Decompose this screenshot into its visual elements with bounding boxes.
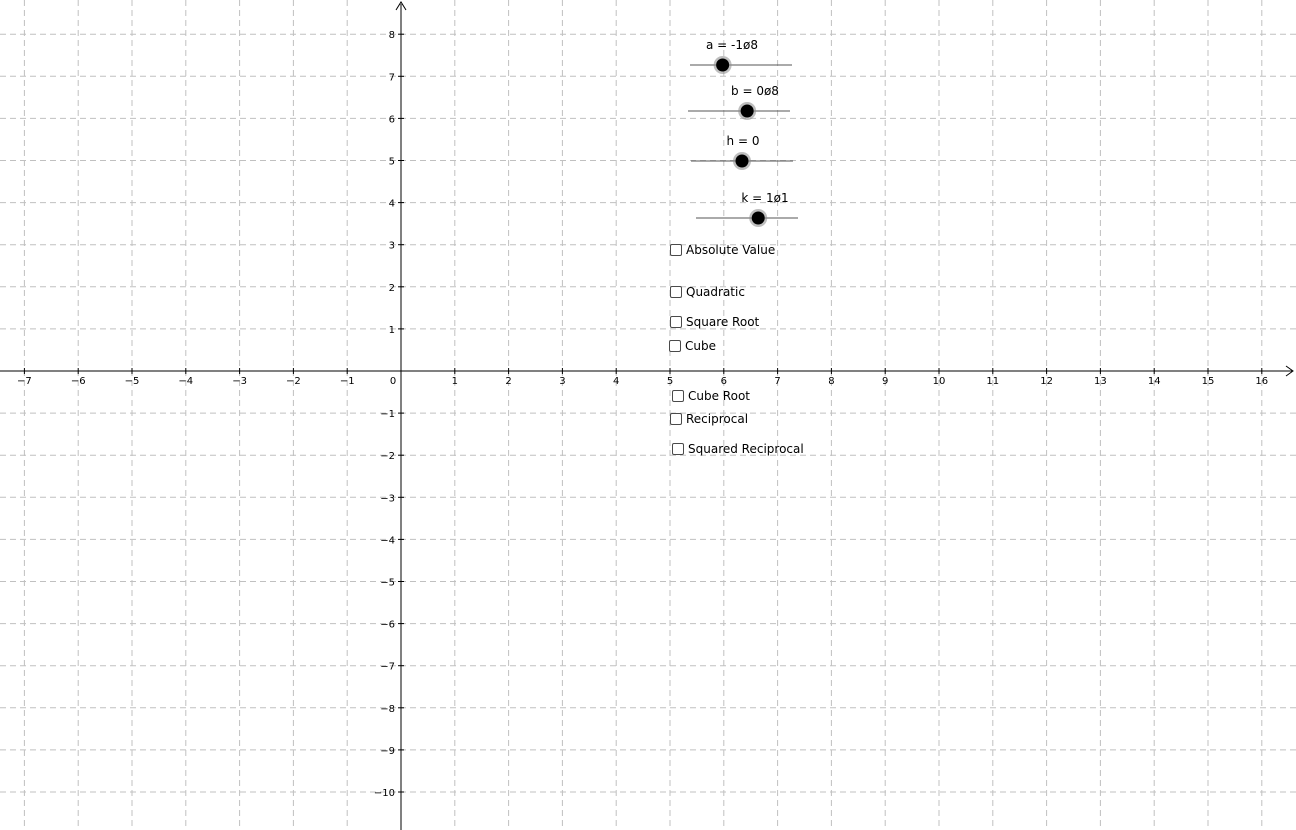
- slider-label: h = 0: [726, 134, 760, 148]
- y-tick-label: −2: [380, 451, 395, 463]
- x-tick-label: 2: [505, 376, 512, 387]
- x-tick-label: 13: [1094, 376, 1107, 387]
- y-tick-label: 4: [388, 198, 395, 210]
- slider-knob[interactable]: [752, 212, 765, 225]
- checkbox-label: Reciprocal: [686, 412, 749, 426]
- x-tick-label: 15: [1201, 376, 1215, 387]
- checkbox-icon[interactable]: [672, 390, 684, 402]
- axes: [0, 2, 1293, 830]
- y-tick-label: 6: [388, 114, 395, 126]
- x-tick-label: 6: [720, 376, 727, 387]
- checkbox-icon[interactable]: [670, 316, 682, 328]
- x-tick-label: −3: [232, 376, 247, 387]
- y-tick-label: −10: [373, 788, 395, 799]
- y-tick-label: 3: [388, 240, 395, 252]
- slider-knob[interactable]: [741, 105, 754, 118]
- x-tick-label: 10: [932, 376, 946, 387]
- y-tick-label: −9: [380, 745, 395, 757]
- checkbox-squared-reciprocal[interactable]: [672, 441, 804, 457]
- x-tick-label: −2: [286, 376, 301, 387]
- y-tick-label: −6: [380, 619, 395, 631]
- y-tick-label: −8: [380, 703, 395, 715]
- x-tick-label: 9: [882, 376, 889, 387]
- x-tick-label: 4: [613, 376, 620, 387]
- y-tick-label: −7: [380, 661, 395, 673]
- x-tick-label: 8: [828, 376, 835, 387]
- checkbox-label: Square Root: [686, 315, 760, 329]
- slider-a[interactable]: [690, 38, 792, 74]
- checkbox-quadratic[interactable]: [670, 284, 745, 300]
- y-tick-label: 7: [388, 72, 395, 84]
- x-tick-label: 11: [986, 376, 1000, 387]
- checkbox-icon[interactable]: [670, 413, 682, 425]
- slider-knob[interactable]: [736, 155, 749, 168]
- slider-label: a = -1ø8: [706, 38, 758, 52]
- x-tick-label: 14: [1147, 376, 1161, 387]
- y-tick-label: −5: [380, 577, 395, 589]
- y-tick-label: 2: [388, 282, 395, 294]
- y-tick-label: −4: [380, 535, 395, 547]
- x-tick-label: 3: [559, 376, 566, 387]
- x-tick-label: −5: [124, 376, 140, 387]
- sliders[interactable]: [688, 38, 798, 227]
- y-tick-label: 8: [388, 30, 395, 42]
- x-tick-label: −7: [17, 376, 32, 387]
- x-tick-label: −6: [70, 376, 86, 387]
- checkbox-reciprocal[interactable]: [670, 411, 748, 427]
- x-tick-label: −1: [339, 376, 355, 387]
- checkbox-icon[interactable]: [670, 286, 682, 298]
- checkbox-cube[interactable]: [669, 338, 716, 354]
- checkbox-label: Squared Reciprocal: [688, 442, 804, 456]
- checkbox-icon[interactable]: [672, 443, 684, 455]
- y-tick-label: −3: [380, 493, 395, 505]
- x-tick-label: 5: [666, 376, 674, 387]
- x-tick-label: 16: [1255, 376, 1269, 387]
- x-tick-label: 12: [1040, 376, 1053, 387]
- checkbox-label: Cube: [685, 339, 716, 353]
- checkbox-icon[interactable]: [669, 340, 681, 352]
- x-tick-label: 0: [389, 376, 397, 387]
- slider-knob[interactable]: [716, 59, 729, 72]
- slider-label: b = 0ø8: [731, 84, 779, 98]
- x-tick-label: 7: [774, 376, 781, 387]
- checkbox-label: Cube Root: [688, 389, 750, 403]
- y-tick-label: −1: [380, 409, 395, 421]
- slider-label: k = 1ø1: [741, 191, 789, 205]
- x-tick-label: −4: [178, 376, 194, 387]
- checkbox-icon[interactable]: [670, 244, 682, 256]
- y-tick-label: 1: [388, 324, 395, 336]
- y-tick-label: 5: [388, 156, 395, 168]
- checkbox-absolute-value[interactable]: [670, 242, 775, 258]
- checkbox-cube-root[interactable]: [672, 388, 750, 404]
- checkbox-label: Absolute Value: [686, 243, 776, 257]
- axis-tick-labels: [17, 30, 1268, 799]
- checkbox-label: Quadratic: [686, 285, 745, 299]
- x-tick-label: 1: [451, 376, 458, 387]
- slider-k[interactable]: [696, 191, 798, 227]
- checkbox-square-root[interactable]: [670, 314, 759, 330]
- slider-b[interactable]: [688, 84, 790, 120]
